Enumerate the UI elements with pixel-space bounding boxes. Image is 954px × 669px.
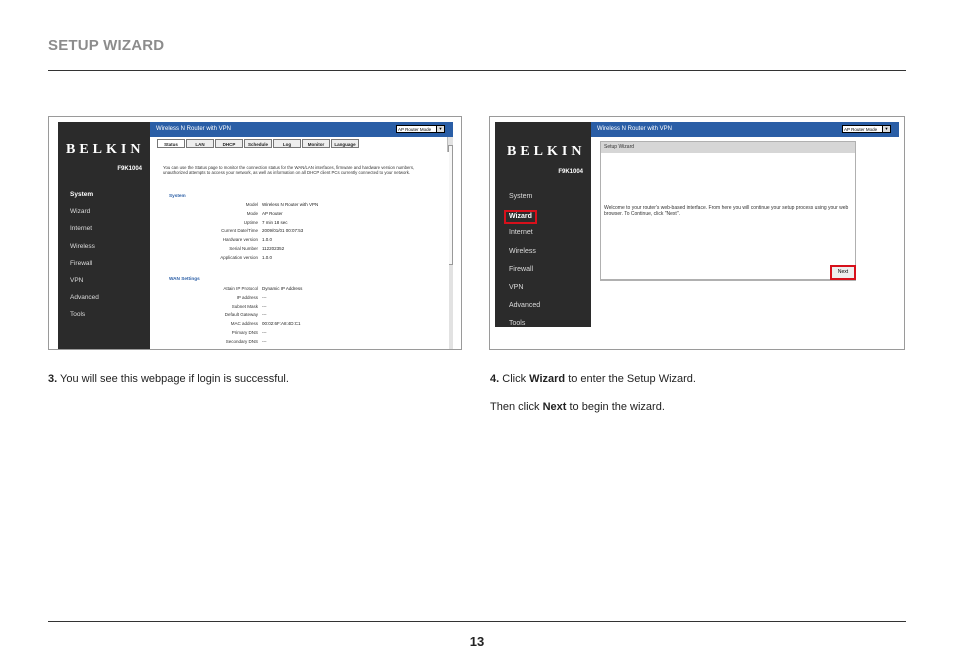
footer-divider	[48, 621, 906, 622]
info-key: Default Gateway	[224, 312, 258, 318]
info-row	[159, 286, 302, 292]
nav-item-system[interactable]: System	[509, 193, 533, 200]
info-key: Hardware version	[222, 237, 258, 243]
nav-item-internet[interactable]: Internet	[70, 225, 93, 233]
info-row	[159, 255, 272, 261]
info-value: Wireless N Router with VPN	[262, 202, 319, 207]
belkin-logo: BELKIN	[507, 144, 586, 159]
status-tabs	[157, 139, 360, 148]
tab-schedule[interactable]: Schedule	[244, 139, 272, 148]
belkin-logo: BELKIN	[66, 142, 145, 157]
nav-item-tools[interactable]: Tools	[70, 311, 86, 319]
info-key: Primary DNS	[231, 330, 258, 335]
nav-item-wireless[interactable]: Wireless	[509, 247, 536, 255]
info-value: 2009/01/01 00:07:53	[262, 228, 304, 234]
step-text: to enter the Setup Wizard.	[568, 373, 696, 385]
nav-item-internet[interactable]: Internet	[509, 229, 533, 237]
info-key: IP address	[236, 294, 258, 300]
step-4-caption	[490, 372, 696, 386]
nav-item-wizard[interactable]	[509, 210, 540, 228]
info-row	[159, 330, 267, 336]
model-label: F9K1004	[558, 169, 583, 175]
info-key: Current Date/Time	[221, 228, 258, 234]
step-text: to begin the wizard.	[569, 401, 665, 413]
info-value: AP Router	[262, 210, 283, 216]
router-sidebar	[58, 122, 150, 349]
info-row	[159, 237, 272, 243]
tab-status[interactable]: Status	[157, 139, 185, 148]
step-text: Click	[502, 373, 527, 385]
router-sidebar	[495, 122, 591, 327]
info-value: 112202352	[262, 246, 285, 251]
tab-lan[interactable]: LAN	[186, 139, 214, 148]
nav-item-wizard[interactable]: Wizard	[70, 208, 91, 216]
step-3-caption	[48, 372, 289, 386]
info-value: Dynamic IP Address	[262, 286, 303, 291]
info-key: Uptime	[243, 219, 258, 225]
nav-item-firewall[interactable]: Firewall	[509, 265, 534, 273]
info-key: Model	[245, 202, 258, 207]
info-value: 00:02:6F:A8:4D:C1	[262, 321, 301, 327]
panel-title: Setup Wizard	[601, 142, 855, 153]
tab-monitor[interactable]: Monitor	[302, 139, 330, 148]
next-keyword: Next	[542, 401, 567, 413]
nav-item-tools[interactable]: Tools	[509, 320, 526, 328]
nav-item-advanced[interactable]: Advanced	[70, 294, 99, 302]
info-value: ---	[262, 312, 267, 318]
step-text: Then click	[490, 401, 540, 413]
router-title-bar	[591, 122, 899, 137]
info-row	[159, 339, 267, 345]
info-row	[159, 246, 284, 252]
info-row	[159, 228, 303, 234]
nav-item-system[interactable]: System	[70, 191, 94, 198]
nav-item-advanced[interactable]: Advanced	[509, 302, 541, 310]
tab-log[interactable]: Log	[273, 139, 301, 148]
welcome-text: Welcome to your router's web-based interface. From here you will continue your setup process using your web browser. To Continue, click "Next".	[604, 205, 849, 217]
router-title: Wireless N Router with VPN	[597, 126, 673, 132]
tab-dhcp[interactable]: DHCP	[215, 139, 243, 148]
chevron-down-icon: ▼	[882, 126, 890, 132]
info-value: ---	[262, 294, 267, 300]
info-key: Application version	[220, 254, 258, 260]
info-key: Secondary DNS	[225, 338, 258, 344]
info-key: Attain IP Protocol	[223, 286, 258, 291]
status-description: You can use the Status page to monitor the connection status for the WAN/LAN interfaces, firmware and hardware version numbers, unauthorized attempts to access your network, as well as information on all DHCP client PCs currently connected to your network.	[163, 165, 415, 176]
model-label: F9K1004	[117, 166, 142, 172]
status-page-screenshot	[48, 116, 462, 350]
router-title: Wireless N Router with VPN	[156, 126, 232, 132]
tab-language[interactable]: Language	[331, 139, 359, 148]
info-row	[159, 304, 267, 310]
then-caption	[490, 400, 665, 414]
header-divider	[48, 70, 906, 71]
router-title-bar	[150, 122, 453, 137]
info-value: ---	[262, 338, 267, 344]
panel-footer	[600, 265, 856, 280]
router-nav	[70, 190, 99, 328]
wan-heading: WAN Settings	[169, 276, 200, 281]
mode-select[interactable]	[842, 125, 891, 133]
mode-select-value: AP Router Mode	[844, 127, 878, 132]
mode-select-value: AP Router Mode	[398, 127, 432, 132]
router-nav	[509, 192, 540, 338]
nav-item-vpn[interactable]: VPN	[509, 283, 524, 291]
info-key: Mode	[246, 210, 258, 216]
info-row	[159, 220, 288, 226]
next-button[interactable]: Next	[830, 265, 856, 280]
status-content	[159, 152, 449, 349]
nav-item-firewall[interactable]: Firewall	[70, 259, 93, 267]
info-row	[159, 312, 267, 318]
step-number: 4.	[490, 373, 500, 385]
wizard-highlight[interactable]: Wizard	[504, 210, 537, 224]
info-value: 7 min 18 sec	[262, 219, 288, 225]
info-row	[159, 202, 318, 208]
system-heading: System	[169, 193, 186, 198]
info-value: ---	[262, 330, 267, 335]
setup-wizard-panel	[600, 141, 856, 281]
info-key: Serial Number	[229, 246, 258, 251]
wizard-keyword: Wizard	[529, 373, 566, 385]
nav-item-wireless[interactable]: Wireless	[70, 242, 95, 250]
step-number: 3.	[48, 373, 58, 385]
info-row	[159, 211, 283, 217]
info-value: 1.0.0	[262, 237, 273, 243]
info-value: 1.0.0	[262, 254, 273, 260]
nav-item-vpn[interactable]: VPN	[70, 276, 84, 284]
page-number: 13	[469, 634, 485, 649]
chevron-down-icon: ▼	[436, 126, 444, 132]
mode-select[interactable]	[396, 125, 445, 133]
section-title: SETUP WIZARD	[48, 37, 165, 54]
info-row	[159, 295, 267, 301]
wizard-page-screenshot	[489, 116, 905, 350]
step-text: You will see this webpage if login is successful.	[60, 373, 289, 385]
info-value: ---	[262, 303, 267, 309]
info-row	[159, 321, 301, 327]
info-key: Subnet Mask	[231, 303, 258, 309]
info-key: MAC address	[230, 321, 258, 327]
